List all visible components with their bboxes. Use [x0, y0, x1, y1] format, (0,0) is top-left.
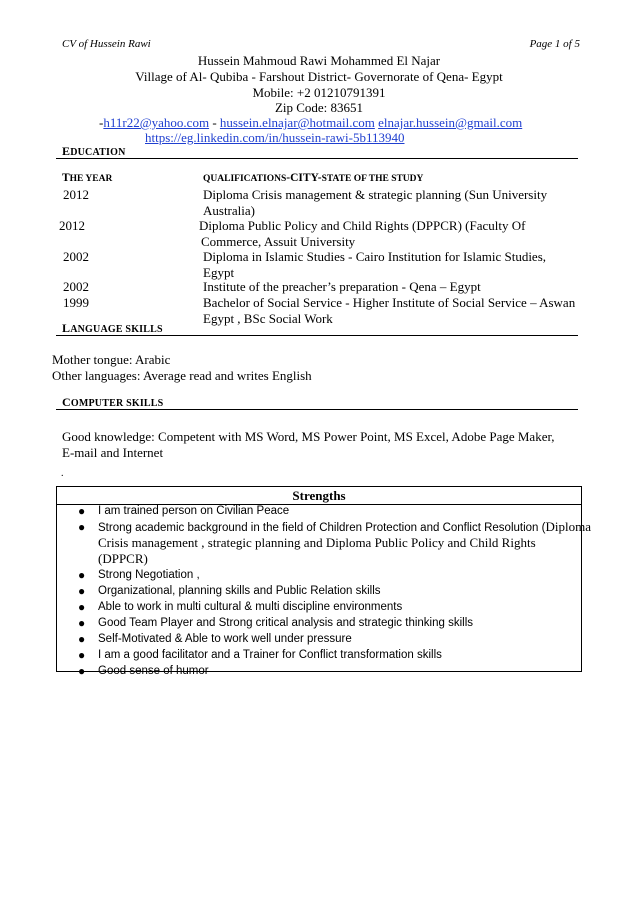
email-link-hotmail[interactable]: hussein.elnajar@hotmail.com [219, 115, 375, 130]
mobile: Mobile: +2 01210791391 [252, 85, 386, 100]
strength-item-continuation: Crisis management , strategic planning and Diploma Public Policy and Child Rights [98, 535, 536, 550]
strength-item: ● Good Team Player and Strong critical analysis and strategic thinking skills [78, 616, 473, 630]
education-heading: EDUCATION [62, 144, 126, 158]
language-rule [56, 335, 578, 336]
address: Village of Al- Qubiba - Farshout District- Governorate of Qena- Egypt [135, 69, 503, 84]
strength-item: ● Strong academic background in the field of Children Protection and Conflict Resolution (Diploma [78, 519, 591, 534]
edu-year: 2002 [63, 249, 89, 264]
strength-item: ● Good sense of humor [78, 664, 209, 678]
other-languages: Other languages: Average read and writes English [52, 368, 312, 383]
email-link-yahoo[interactable]: h11r22@yahoo.com [103, 115, 210, 130]
email-line [99, 115, 522, 131]
edu-qualification: Diploma Crisis management & strategic planning (Sun University Australia) [203, 187, 548, 218]
edu-qualification: Diploma in Islamic Studies - Cairo Institution for Islamic Studies, Egypt [203, 249, 547, 280]
edu-year: 2012 [59, 218, 85, 233]
linkedin-link[interactable]: https://eg.linkedin.com/in/hussein-rawi-5b113940 [145, 130, 405, 145]
edu-qualification: Diploma Public Policy and Child Rights (DPPCR) (Faculty Of Commerce, Assuit University [199, 218, 526, 249]
email-prefix: - [99, 115, 104, 130]
edu-qualification: Institute of the preacher’s preparation - Qena – Egypt [203, 279, 481, 294]
language-heading: LANGUAGE SKILLS [62, 321, 163, 335]
edu-year: 1999 [63, 295, 89, 310]
full-name: Hussein Mahmoud Rawi Mohammed El Najar [197, 53, 441, 68]
computer-heading: COMPUTER SKILLS [62, 395, 164, 409]
edu-year: 2002 [63, 279, 89, 294]
strength-item-continuation: (DPPCR) [98, 551, 148, 566]
computer-skills-text: Good knowledge: Competent with MS Word, MS Power Point, MS Excel, Adobe Page Maker, E-mail and Internet [62, 429, 555, 460]
email-separator: - [209, 115, 220, 130]
strength-item: ● Able to work in multi cultural & multi discipline environments [78, 600, 403, 614]
email-link-gmail[interactable]: elnajar.hussein@gmail.com [378, 115, 523, 130]
edu-qualification: Bachelor of Social Service - Higher Institute of Social Service – Aswan Egypt , BSc Social Work [203, 295, 576, 326]
col-qualification-header: QUALIFICATIONS-CITY-STATE OF THE STUDY [203, 172, 424, 184]
edu-year: 2012 [63, 187, 89, 202]
strength-item: ● Self-Motivated & Able to work well under pressure [78, 632, 352, 646]
col-year-header: THE YEAR [62, 172, 113, 184]
education-rule [56, 158, 578, 159]
strength-item: ● I am trained person on Civilian Peace [78, 504, 290, 518]
page-number: Page 1 of 5 [529, 38, 580, 50]
computer-rule [56, 409, 578, 410]
strength-item: ● Organizational, planning skills and Public Relation skills [78, 584, 381, 598]
strength-item: ● Strong Negotiation , [78, 568, 200, 582]
stray-dot: . [61, 468, 64, 479]
strengths-title: Strengths [57, 487, 581, 505]
strength-item: ● I am a good facilitator and a Trainer for Conflict transformation skills [78, 648, 442, 662]
mother-tongue: Mother tongue: Arabic [52, 352, 171, 367]
running-header-left: CV of Hussein Rawi [62, 38, 151, 50]
zip-code: Zip Code: 83651 [274, 100, 364, 115]
